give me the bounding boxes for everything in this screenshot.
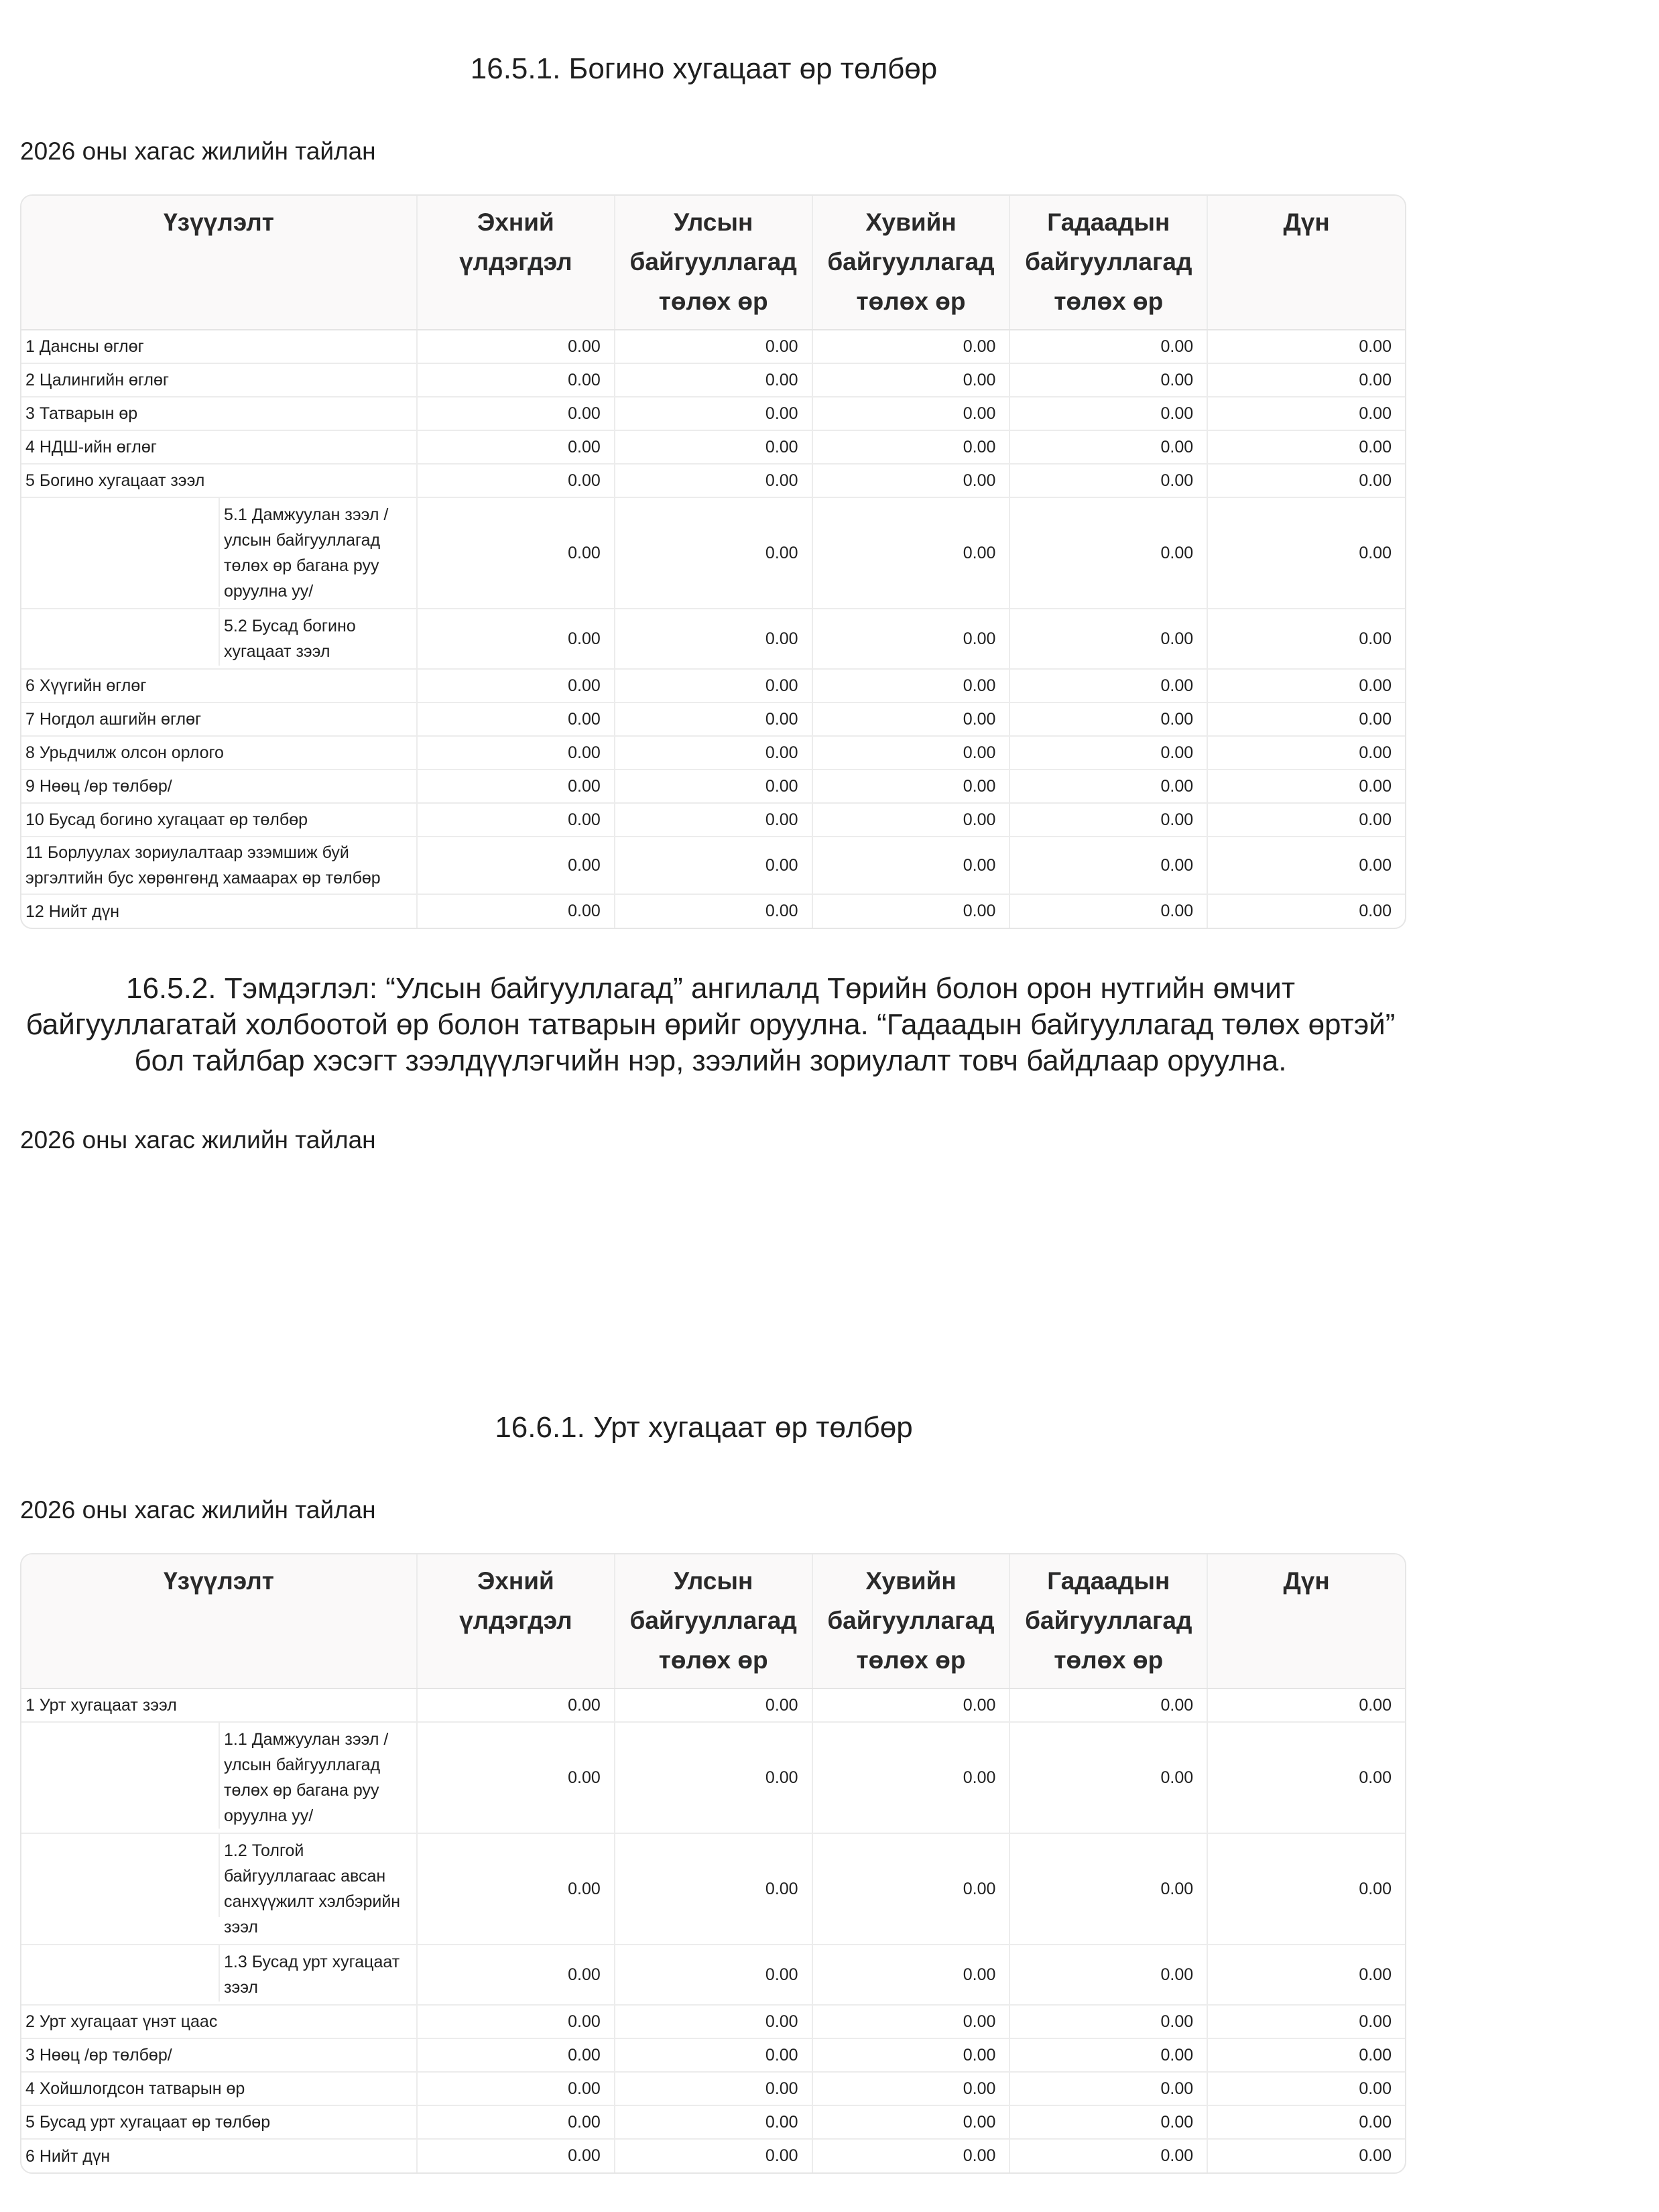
row-label-cell	[21, 2139, 417, 2172]
value-cell: 0.00	[417, 2072, 615, 2105]
value-cell: 0.00	[615, 2038, 812, 2072]
value-cell: 0.00	[1009, 702, 1207, 736]
value-cell: 0.00	[812, 330, 1010, 363]
row-label: 3 Татварын өр	[25, 404, 138, 423]
value-cell: 0.00	[615, 669, 812, 702]
table-row	[21, 2038, 1405, 2072]
value-cell: 0.00	[1359, 902, 1392, 920]
value-cell: 0.00	[615, 837, 812, 894]
value-cell: 0.00	[417, 837, 615, 894]
value-cell: 0.00	[812, 803, 1010, 837]
value-cell: 0.00	[812, 609, 1010, 669]
row-label: 1.3 Бусад урт хугацаат зээл	[224, 1953, 400, 1997]
value-cell: 0.00	[417, 736, 615, 770]
value-cell: 0.00	[615, 363, 812, 397]
table-row	[21, 464, 1405, 497]
value-cell: 0.00	[1207, 2072, 1405, 2105]
row-label: 2 Урт хугацаат үнэт цаас	[25, 2012, 218, 2031]
header-private-org: Хувийн байгууллагад төлөх өр	[812, 196, 1010, 330]
value-cell: 0.00	[615, 2105, 812, 2139]
row-label-cell	[21, 397, 417, 430]
row-label: 1 Дансны өглөг	[25, 337, 144, 356]
value-cell: 0.00	[615, 397, 812, 430]
row-label: 1.2 Толгой байгууллагаас авсан санхүүжилт хэлбэрийн зээл	[224, 1841, 401, 1937]
row-label-cell	[21, 1722, 417, 1833]
value-cell: 0.00	[1207, 1945, 1405, 2005]
header-state-org: Улсын байгууллагад төлөх өр	[615, 196, 812, 330]
value-cell: 0.00	[417, 2005, 615, 2038]
value-cell: 0.00	[1207, 363, 1405, 397]
value-cell: 0.00	[615, 736, 812, 770]
value-cell: 0.00	[812, 430, 1010, 464]
value-cell: 0.00	[1359, 2146, 1392, 2165]
table-row	[21, 803, 1405, 837]
value-cell: 0.00	[812, 464, 1010, 497]
header-indicator: Үзүүлэлт	[21, 196, 417, 330]
value-cell: 0.00	[1207, 464, 1405, 497]
value-cell: 0.00	[1009, 330, 1207, 363]
value-cell: 0.00	[1207, 1833, 1405, 1945]
table-row	[21, 1945, 1405, 2005]
value-cell: 0.00	[417, 702, 615, 736]
value-cell: 0.00	[1207, 1688, 1405, 1722]
value-cell: 0.00	[417, 464, 615, 497]
value-cell: 0.00	[812, 1688, 1010, 1722]
value-cell: 0.00	[1207, 2105, 1405, 2139]
value-cell: 0.00	[1009, 770, 1207, 803]
value-cell: 0.00	[615, 2005, 812, 2038]
row-label: 11 Борлуулах зориулалтаар эзэмшиж буй эргэлтийн бус хөрөнгөнд хамаарах өр төлбөр	[25, 843, 381, 887]
note-subtitle: 2026 оны хагас жилийн тайлан	[20, 1126, 376, 1154]
value-cell: 0.00	[1009, 430, 1207, 464]
value-cell: 0.00	[417, 770, 615, 803]
row-label-cell	[21, 1833, 417, 1945]
row-label: 5 Бусад урт хугацаат өр төлбөр	[25, 2113, 271, 2132]
table-row	[21, 669, 1405, 702]
value-cell: 0.00	[812, 1945, 1010, 2005]
value-cell: 0.00	[1207, 430, 1405, 464]
value-cell: 0.00	[417, 330, 615, 363]
row-label-cell	[21, 669, 417, 702]
value-cell: 0.00	[1009, 803, 1207, 837]
row-label-cell	[21, 803, 417, 837]
value-cell: 0.00	[1207, 1722, 1405, 1833]
value-cell: 0.00	[615, 430, 812, 464]
row-label: 4 НДШ-ийн өглөг	[25, 438, 157, 456]
row-label: 6 Нийт дүн	[25, 2146, 111, 2166]
value-cell: 0.00	[417, 609, 615, 669]
header-total: Дүн	[1207, 1554, 1405, 1688]
table-row	[21, 497, 1405, 609]
value-cell: 0.00	[417, 1722, 615, 1833]
value-cell: 0.00	[417, 894, 615, 928]
value-cell: 0.00	[1009, 894, 1207, 928]
long-term-liabilities-table	[20, 1553, 1406, 2174]
value-cell: 0.00	[1207, 736, 1405, 770]
table-row	[21, 330, 1405, 363]
table-row	[21, 609, 1405, 669]
value-cell: 0.00	[615, 702, 812, 736]
value-cell: 0.00	[812, 736, 1010, 770]
row-label: 1 Урт хугацаат зээл	[25, 1696, 177, 1715]
table-header-row	[21, 1554, 1405, 1688]
table-row	[21, 1688, 1405, 1722]
table-row	[21, 2139, 1405, 2172]
value-cell: 0.00	[1009, 609, 1207, 669]
value-cell: 0.00	[417, 2105, 615, 2139]
value-cell: 0.00	[615, 803, 812, 837]
short-term-liabilities-table	[20, 194, 1406, 929]
value-cell: 0.00	[812, 702, 1010, 736]
table-row	[21, 2072, 1405, 2105]
value-cell: 0.00	[1207, 770, 1405, 803]
section1-title: 16.5.1. Богино хугацаат өр төлбөр	[470, 52, 938, 85]
row-label-cell	[21, 894, 417, 928]
value-cell: 0.00	[417, 430, 615, 464]
table-row	[21, 770, 1405, 803]
row-label-cell	[21, 497, 417, 609]
value-cell: 0.00	[417, 1945, 615, 2005]
table-row	[21, 363, 1405, 397]
row-label: 10 Бусад богино хугацаат өр төлбөр	[25, 810, 308, 829]
value-cell: 0.00	[1207, 609, 1405, 669]
row-label-cell	[21, 770, 417, 803]
header-state-org: Улсын байгууллагад төлөх өр	[615, 1554, 812, 1688]
table-row	[21, 1833, 1405, 1945]
value-cell: 0.00	[1009, 1833, 1207, 1945]
row-label: 2 Цалингийн өглөг	[25, 371, 170, 389]
value-cell: 0.00	[812, 770, 1010, 803]
table-row	[21, 2005, 1405, 2038]
table-row	[21, 702, 1405, 736]
value-cell: 0.00	[615, 330, 812, 363]
value-cell: 0.00	[812, 2005, 1010, 2038]
value-cell: 0.00	[1207, 497, 1405, 609]
section2-title: 16.6.1. Урт хугацаат өр төлбөр	[495, 1411, 913, 1444]
value-cell: 0.00	[417, 397, 615, 430]
value-cell: 0.00	[417, 1688, 615, 1722]
value-cell: 0.00	[1207, 330, 1405, 363]
value-cell: 0.00	[812, 363, 1010, 397]
value-cell: 0.00	[1207, 702, 1405, 736]
row-label: 9 Нөөц /өр төлбөр/	[25, 777, 172, 796]
value-cell: 0.00	[1009, 2072, 1207, 2105]
value-cell: 0.00	[1207, 803, 1405, 837]
value-cell: 0.00	[417, 803, 615, 837]
row-label: 5 Богино хугацаат зээл	[25, 471, 205, 490]
row-label: 8 Урьдчилж олсон орлого	[25, 743, 224, 762]
value-cell: 0.00	[812, 894, 1010, 928]
table-row	[21, 894, 1405, 928]
row-label-cell	[21, 363, 417, 397]
row-label: 1.1 Дамжуулан зээл / улсын байгууллагад төлөх өр багана руу оруулна уу/	[224, 1730, 389, 1825]
row-label: 6 Хүүгийн өглөг	[25, 676, 147, 695]
table-row	[21, 736, 1405, 770]
header-indicator: Үзүүлэлт	[21, 1554, 417, 1688]
row-label: 5.2 Бусад богино хугацаат зээл	[224, 617, 356, 661]
row-label-cell	[21, 2105, 417, 2139]
value-cell: 0.00	[812, 397, 1010, 430]
row-label-cell	[21, 464, 417, 497]
value-cell: 0.00	[615, 2072, 812, 2105]
header-total: Дүн	[1207, 196, 1405, 330]
value-cell: 0.00	[615, 464, 812, 497]
value-cell: 0.00	[1009, 669, 1207, 702]
value-cell: 0.00	[417, 2139, 615, 2172]
table-header-row	[21, 196, 1405, 330]
value-cell: 0.00	[417, 1833, 615, 1945]
row-label-cell	[21, 2005, 417, 2038]
row-label-cell	[21, 837, 417, 894]
row-label-cell	[21, 1688, 417, 1722]
section2-subtitle: 2026 оны хагас жилийн тайлан	[20, 1496, 376, 1524]
value-cell: 0.00	[615, 1945, 812, 2005]
table-row	[21, 2105, 1405, 2139]
value-cell: 0.00	[812, 1722, 1010, 1833]
table-row	[21, 1722, 1405, 1833]
value-cell: 0.00	[1009, 363, 1207, 397]
row-label-cell	[21, 1945, 417, 2005]
value-cell: 0.00	[1009, 736, 1207, 770]
row-label-cell	[21, 2038, 417, 2072]
value-cell: 0.00	[1009, 2005, 1207, 2038]
value-cell: 0.00	[812, 497, 1010, 609]
value-cell: 0.00	[1009, 837, 1207, 894]
value-cell: 0.00	[615, 1688, 812, 1722]
row-label-cell	[21, 609, 417, 669]
header-foreign-org: Гадаадын байгууллагад төлөх өр	[1009, 1554, 1207, 1688]
value-cell: 0.00	[417, 669, 615, 702]
value-cell: 0.00	[1207, 2005, 1405, 2038]
value-cell: 0.00	[1207, 397, 1405, 430]
value-cell: 0.00	[812, 669, 1010, 702]
row-label-cell	[21, 430, 417, 464]
value-cell: 0.00	[1009, 497, 1207, 609]
row-label: 5.1 Дамжуулан зээл / улсын байгууллагад төлөх өр багана руу оруулна уу/	[224, 505, 389, 601]
section1-subtitle: 2026 оны хагас жилийн тайлан	[20, 137, 376, 165]
value-cell: 0.00	[1009, 2105, 1207, 2139]
header-opening-balance: Эхний үлдэгдэл	[417, 1554, 615, 1688]
value-cell: 0.00	[1009, 397, 1207, 430]
value-cell: 0.00	[1009, 464, 1207, 497]
header-private-org: Хувийн байгууллагад төлөх өр	[812, 1554, 1010, 1688]
row-label-cell	[21, 330, 417, 363]
row-label-cell	[21, 2072, 417, 2105]
value-cell: 0.00	[1009, 2038, 1207, 2072]
row-label: 7 Ногдол ашгийн өглөг	[25, 710, 202, 729]
value-cell: 0.00	[417, 2038, 615, 2072]
value-cell: 0.00	[812, 837, 1010, 894]
table-row	[21, 397, 1405, 430]
value-cell: 0.00	[615, 497, 812, 609]
row-label: 3 Нөөц /өр төлбөр/	[25, 2046, 172, 2065]
value-cell: 0.00	[615, 2139, 812, 2172]
value-cell: 0.00	[1009, 2139, 1207, 2172]
value-cell: 0.00	[1207, 837, 1405, 894]
row-label: 4 Хойшлогдсон татварын өр	[25, 2079, 245, 2098]
value-cell: 0.00	[812, 1833, 1010, 1945]
value-cell: 0.00	[615, 1833, 812, 1945]
value-cell: 0.00	[1009, 1688, 1207, 1722]
value-cell: 0.00	[615, 770, 812, 803]
value-cell: 0.00	[812, 2139, 1010, 2172]
row-label: 12 Нийт дүн	[25, 902, 120, 921]
table-row	[21, 837, 1405, 894]
value-cell: 0.00	[417, 497, 615, 609]
value-cell: 0.00	[1009, 1722, 1207, 1833]
value-cell: 0.00	[1207, 2038, 1405, 2072]
header-foreign-org: Гадаадын байгууллагад төлөх өр	[1009, 196, 1207, 330]
row-label-cell	[21, 736, 417, 770]
header-opening-balance: Эхний үлдэгдэл	[417, 196, 615, 330]
value-cell: 0.00	[615, 609, 812, 669]
table-row	[21, 430, 1405, 464]
value-cell: 0.00	[812, 2072, 1010, 2105]
value-cell: 0.00	[812, 2105, 1010, 2139]
value-cell: 0.00	[615, 894, 812, 928]
value-cell: 0.00	[1207, 669, 1405, 702]
value-cell: 0.00	[615, 1722, 812, 1833]
value-cell: 0.00	[417, 363, 615, 397]
value-cell: 0.00	[812, 2038, 1010, 2072]
value-cell: 0.00	[1009, 1945, 1207, 2005]
note-text: 16.5.2. Тэмдэглэл: “Улсын байгууллагад” ангилалд Төрийн болон орон нутгийн өмчит байгууллагатай холбоотой өр болон татварын өрийг оруулна. “Гадаадын байгууллагад төлөх өртэй” бол тайлбар хэсэгт зээлдүүлэгчийн нэр, зээлийн зориулалт товч байдлаар оруулна.	[25, 972, 1396, 1077]
row-label-cell	[21, 702, 417, 736]
